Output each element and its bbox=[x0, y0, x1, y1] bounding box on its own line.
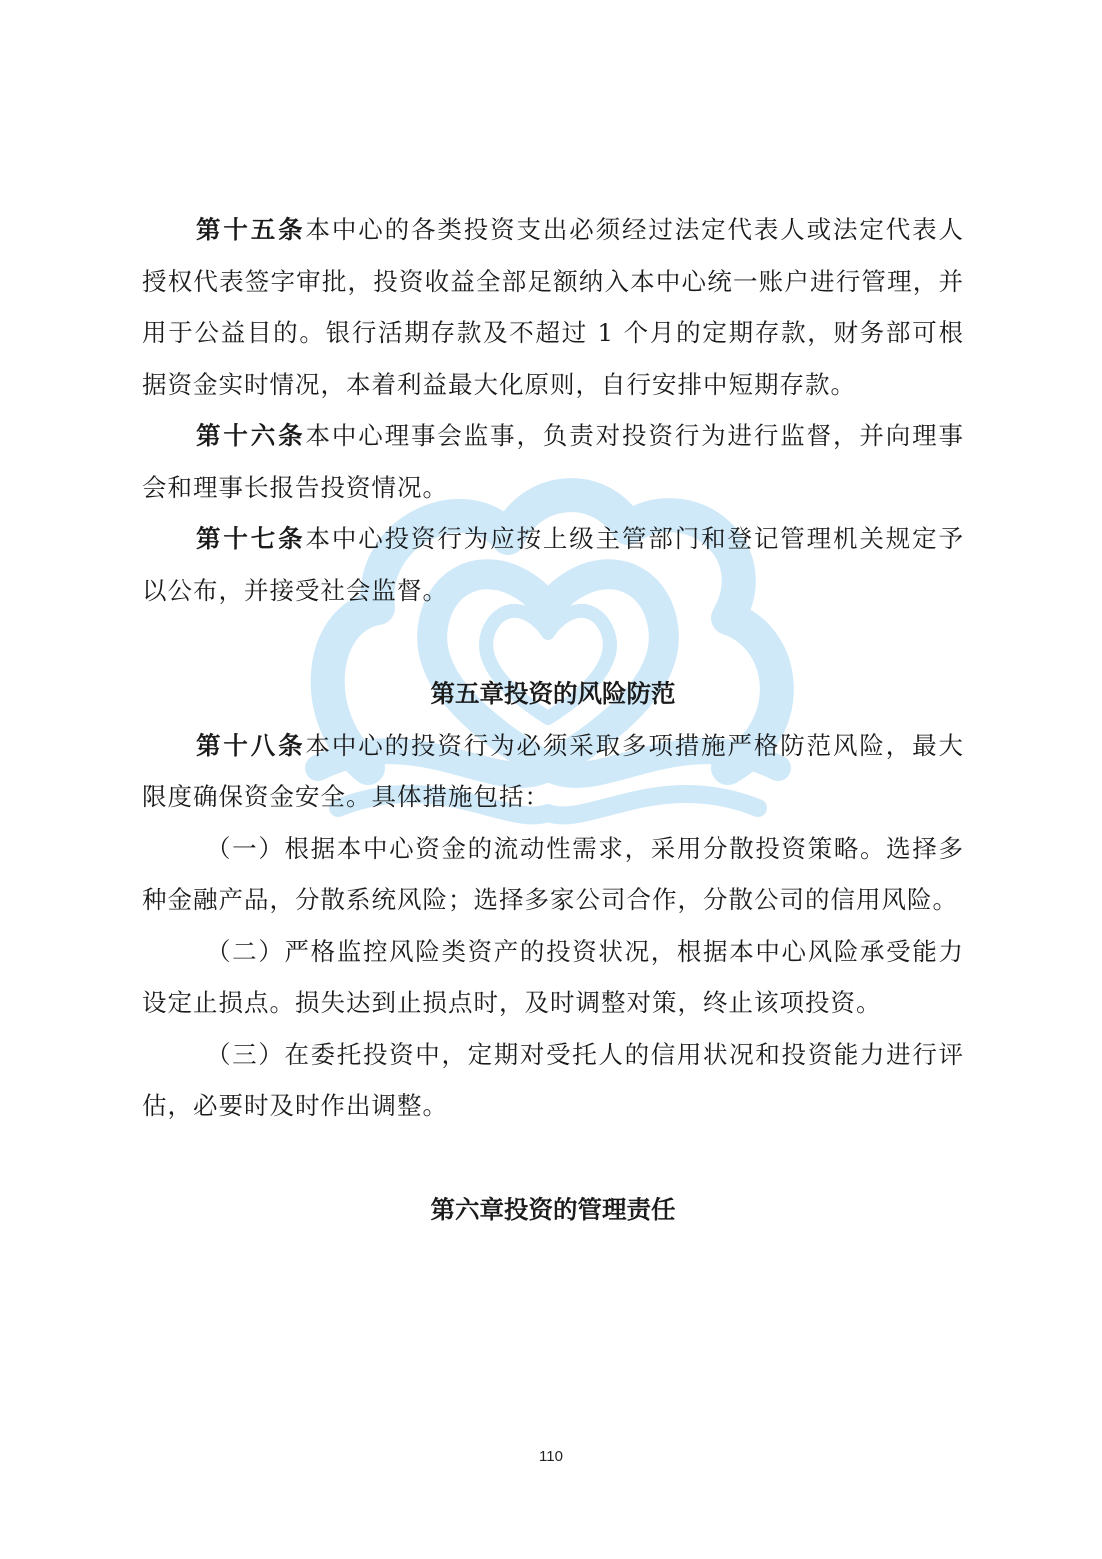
page-number: 110 bbox=[539, 1448, 563, 1465]
article-text: 本中心理事会监事，负责对投资行为进行监督，并向理事会和理事长报告投资情况。 bbox=[142, 421, 964, 502]
article-text: 本中心投资行为应按上级主管部门和登记管理机关规定予以公布，并接受社会监督。 bbox=[142, 524, 964, 605]
chapter-6-heading: 第六章投资的管理责任 bbox=[430, 1194, 676, 1224]
measure-item: （一）根据本中心资金的流动性需求，采用分散投资策略。选择多种金融产品，分散系统风险；选择多家公司合作，分散公司的信用风险。 bbox=[142, 833, 964, 914]
article-label: 第十五条 bbox=[196, 215, 306, 244]
article-15 bbox=[142, 204, 964, 410]
article-17 bbox=[142, 513, 964, 616]
article-16 bbox=[142, 410, 964, 513]
article-text: 本中心的投资行为必须采取多项措施严格防范风险，最大限度确保资金安全。具体措施包括： bbox=[142, 730, 964, 811]
article-label: 第十七条 bbox=[196, 524, 306, 553]
document-body bbox=[142, 204, 964, 1235]
article-text: 本中心的各类投资支出必须经过法定代表人或法定代表人授权代表签字审批，投资收益全部足额纳入本中心统一账户进行管理，并用于公益目的。银行活期存款及不超过 1 个月的定期存款，财务部可根据资金实时情况，本着利益最大化原则，自行安排中短期存款。 bbox=[142, 215, 964, 399]
article-label: 第十六条 bbox=[196, 421, 306, 450]
measure-item: （二）严格监控风险类资产的投资状况，根据本中心风险承受能力设定止损点。损失达到止损点时，及时调整对策，终止该项投资。 bbox=[142, 936, 964, 1017]
chapter-5-heading: 第五章投资的风险防范 bbox=[430, 679, 676, 708]
article-18 bbox=[142, 720, 964, 823]
measure-item: （三）在委托投资中，定期对受托人的信用状况和投资能力进行评估，必要时及时作出调整。 bbox=[142, 1039, 964, 1120]
article-label: 第十八条 bbox=[196, 730, 306, 760]
